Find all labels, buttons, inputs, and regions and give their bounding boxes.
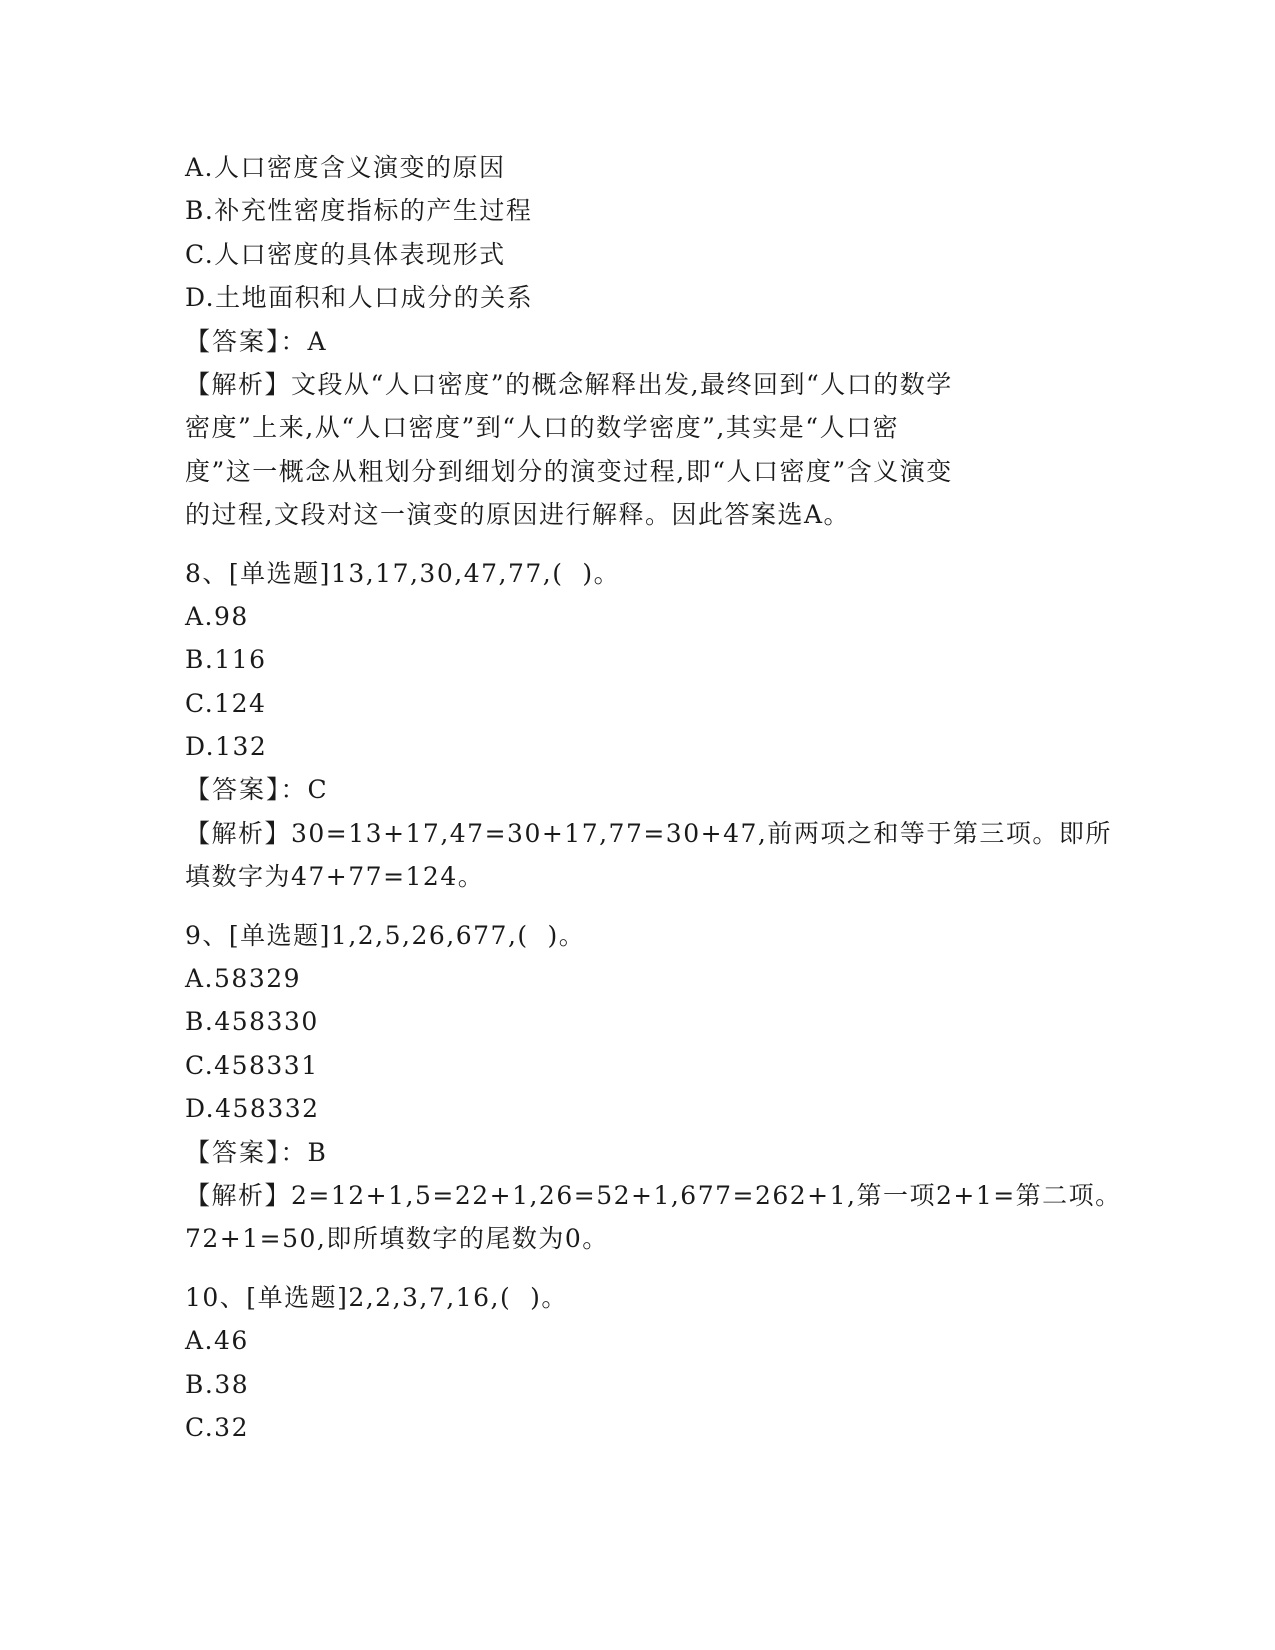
option-a: A.人口密度含义演变的原因 bbox=[185, 153, 506, 182]
option-a: A.98 bbox=[185, 601, 249, 631]
option-b: B.38 bbox=[185, 1369, 250, 1399]
option-b: B.补充性密度指标的产生过程 bbox=[185, 196, 533, 226]
option-d: D.458332 bbox=[185, 1094, 320, 1124]
analysis-line: 【解析】30=13+17,47=30+17,77=30+47,前两项之和等于第三项。即所 bbox=[185, 818, 1112, 848]
question-9 bbox=[185, 914, 1122, 1261]
option-d: D.132 bbox=[185, 732, 268, 762]
option-a: A.46 bbox=[185, 1326, 249, 1356]
question-stem: 9、[单选题]1,2,5,26,677,( )。 bbox=[185, 920, 586, 950]
analysis-line: 密度”上来,从“人口密度”到“人口的数学密度”,其实是“人口密 bbox=[185, 413, 900, 443]
option-d: D.土地面积和人口成分的关系 bbox=[185, 283, 534, 313]
option-b: B.458330 bbox=[185, 1007, 319, 1037]
question-8 bbox=[185, 552, 1112, 899]
option-a: A.58329 bbox=[185, 964, 302, 994]
answer: 【答案】：A bbox=[185, 326, 328, 356]
question-stem: 8、[单选题]13,17,30,47,77,( )。 bbox=[185, 558, 621, 588]
analysis-line: 【解析】文段从“人口密度”的概念解释出发,最终回到“人口的数学 bbox=[185, 369, 953, 399]
question-stem: 10、[单选题]2,2,3,7,16,( )。 bbox=[185, 1282, 568, 1312]
answer: 【答案】：B bbox=[185, 1137, 328, 1167]
option-c: C.124 bbox=[185, 688, 267, 718]
analysis-line: 72+1=50,即所填数字的尾数为0。 bbox=[185, 1224, 609, 1254]
question-10 bbox=[185, 1276, 1085, 1450]
analysis-line: 【解析】2=12+1,5=22+1,26=52+1,677=262+1,第一项2+1=第二项。 bbox=[185, 1180, 1122, 1210]
analysis-line: 的过程,文段对这一演变的原因进行解释。因此答案选A。 bbox=[185, 500, 851, 530]
option-b: B.116 bbox=[185, 645, 267, 675]
option-c: C.32 bbox=[185, 1412, 249, 1442]
option-c: C.458331 bbox=[185, 1050, 319, 1080]
analysis-line: 度”这一概念从粗划分到细划分的演变过程,即“人口密度”含义演变 bbox=[185, 456, 953, 486]
question-7-tail bbox=[185, 146, 1085, 537]
document-page bbox=[185, 146, 1122, 1449]
analysis-line: 填数字为47+77=124。 bbox=[185, 862, 485, 892]
answer: 【答案】：C bbox=[185, 775, 329, 805]
option-c: C.人口密度的具体表现形式 bbox=[185, 239, 506, 269]
